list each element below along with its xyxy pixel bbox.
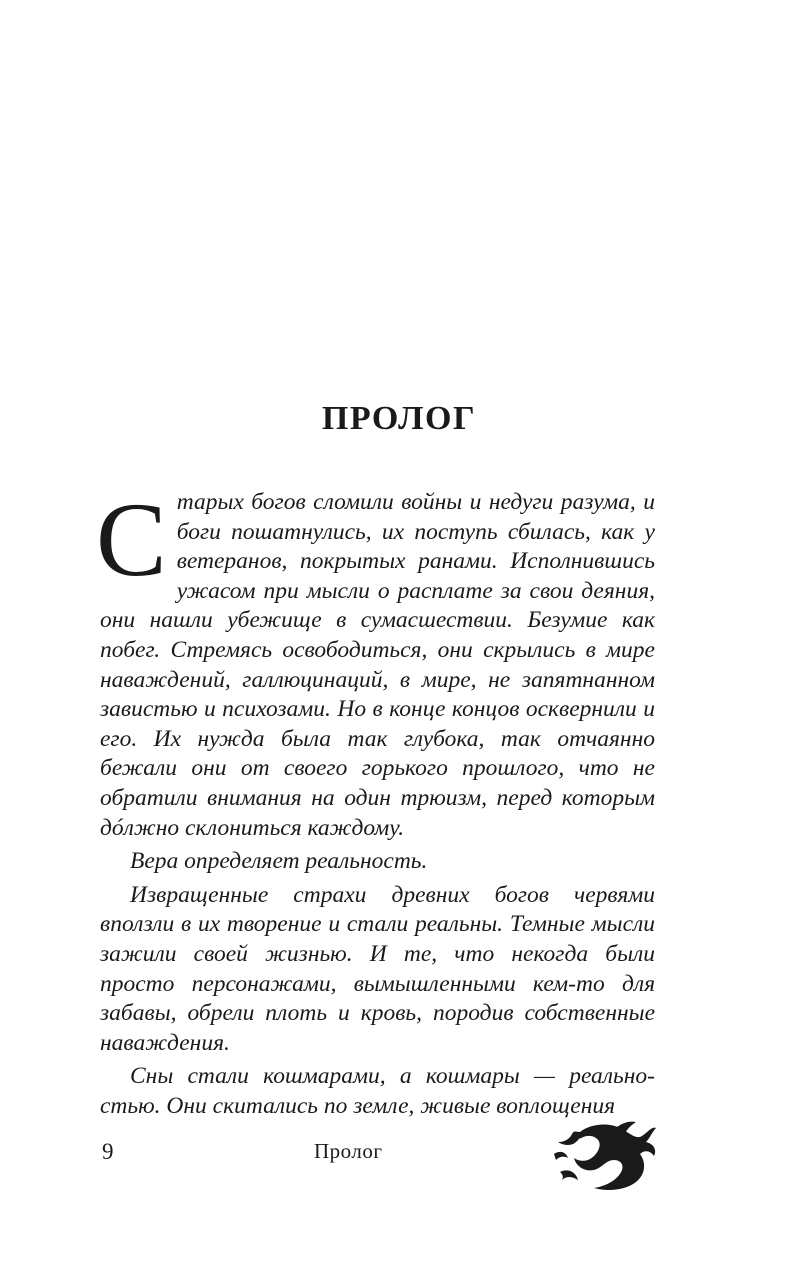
paragraph-1-text: тарых богов сломили войны и недуги разума, и боги пошатнулись, их поступь сбилась, как у ветеранов, покрытых ранами. Исполнившись ужасом при мысли о расплате за свои деяния, они нашли убежище в сумасшествии. Безумие как побег. Стремясь освободиться, они скрылись в мире наваждений, галлюцинаций, в мире, не запятнанном завистью и психозами. Но в конце концов осквернили и его. Их нужда была так глубока, так отчаянно бежали они от своего горького прошлого, что не обратили внимания на один трюизм, перед которым дóлжно склониться каждому. xyxy=(100,489,655,841)
paragraph-2: Вера определяет реальность. xyxy=(130,848,428,875)
running-title: Пролог xyxy=(314,1139,383,1163)
paragraph-1 xyxy=(96,481,655,843)
drop-cap: С xyxy=(96,481,167,598)
dragon-icon xyxy=(550,1120,658,1194)
chapter-title: ПРОЛОГ xyxy=(321,400,477,437)
paragraph-4: Сны стали кошмарами, а кошмары — реальностью. Они скитались по земле, живые воплощения xyxy=(100,1063,655,1119)
paragraph-3: Извращенные страхи древних богов червями вползли в их творение и стали реальны. Темные мысли зажили своей жизнью. И те, что некогда были просто персонажами, вымышленными кем-то для забавы, обрели плоть и кровь, породив собственные наваждения. xyxy=(100,881,655,1056)
page-number: 9 xyxy=(102,1139,114,1164)
body-text xyxy=(96,481,655,1121)
